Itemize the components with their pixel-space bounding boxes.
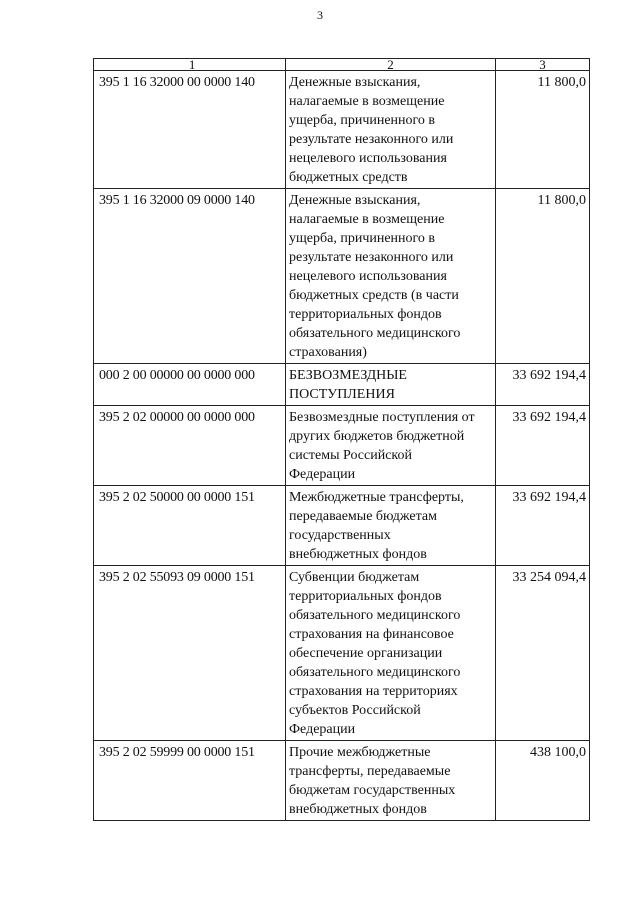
revenue-description-line: результате незаконного или xyxy=(289,132,454,147)
revenue-description-line: территориальных фондов xyxy=(289,307,442,322)
revenue-description-line: трансферты, передаваемые xyxy=(289,764,451,779)
amount-thousand-rubles: 11 800,0 xyxy=(496,189,590,364)
revenue-description-line: территориальных фондов xyxy=(289,589,442,604)
revenue-description-line: Межбюджетные трансферты, xyxy=(289,490,464,505)
column-number-header-row xyxy=(94,59,590,71)
revenue-description-line: ущерба, причиненного в xyxy=(289,231,436,246)
revenue-description xyxy=(286,406,496,486)
budget-classification-code: 395 2 02 50000 00 0000 151 xyxy=(94,486,286,566)
revenue-description xyxy=(286,486,496,566)
table-row xyxy=(94,566,590,741)
amount-thousand-rubles: 33 692 194,4 xyxy=(496,486,590,566)
budget-classification-code: 395 2 02 55093 09 0000 151 xyxy=(94,566,286,741)
revenue-description-line: обязательного медицинского xyxy=(289,608,461,623)
revenue-description xyxy=(286,364,496,406)
amount-thousand-rubles: 33 692 194,4 xyxy=(496,406,590,486)
revenue-description xyxy=(286,566,496,741)
revenue-description-line: налагаемые в возмещение xyxy=(289,94,445,109)
amount-thousand-rubles: 438 100,0 xyxy=(496,741,590,821)
revenue-description-line: других бюджетов бюджетной xyxy=(289,429,465,444)
revenue-description-line: страхования) xyxy=(289,345,367,360)
table-row xyxy=(94,486,590,566)
revenue-description-line: внебюджетных фондов xyxy=(289,547,427,562)
table-row xyxy=(94,741,590,821)
table-row xyxy=(94,364,590,406)
revenue-description-line: обязательного медицинского xyxy=(289,665,461,680)
revenue-description-line: обеспечение организации xyxy=(289,646,443,661)
budget-classification-code: 395 2 02 00000 00 0000 000 xyxy=(94,406,286,486)
revenue-description-line: бюджетных средств (в части xyxy=(289,288,459,303)
table-row xyxy=(94,71,590,189)
table-row xyxy=(94,189,590,364)
revenue-description-line: страхования на территориях xyxy=(289,684,458,699)
revenue-description-line: обязательного медицинского xyxy=(289,326,461,341)
amount-thousand-rubles: 33 692 194,4 xyxy=(496,364,590,406)
revenue-description-line: субъектов Российской xyxy=(289,703,421,718)
budget-classification-code: 000 2 00 00000 00 0000 000 xyxy=(94,364,286,406)
budget-classification-code: 395 1 16 32000 00 0000 140 xyxy=(94,71,286,189)
revenue-description-line: налагаемые в возмещение xyxy=(289,212,445,227)
budget-classification-code: 395 2 02 59999 00 0000 151 xyxy=(94,741,286,821)
budget-classification-code: 395 1 16 32000 09 0000 140 xyxy=(94,189,286,364)
revenue-description-line: Федерации xyxy=(289,467,356,482)
column-header-3: 3 xyxy=(496,59,590,71)
page-number: 3 xyxy=(317,8,323,22)
revenue-description xyxy=(286,741,496,821)
revenue-description-line: Прочие межбюджетные xyxy=(289,745,431,760)
revenue-description-line: системы Российской xyxy=(289,448,413,463)
revenue-description-line: Субвенции бюджетам xyxy=(289,570,420,585)
revenue-description-line: Федерации xyxy=(289,722,356,737)
amount-thousand-rubles: 33 254 094,4 xyxy=(496,566,590,741)
revenue-description-line: нецелевого использования xyxy=(289,269,447,284)
revenue-description xyxy=(286,189,496,364)
revenue-description-line: Денежные взыскания, xyxy=(289,193,421,208)
revenue-description-line: страхования на финансовое xyxy=(289,627,454,642)
revenue-description-line: бюджетных средств xyxy=(289,170,408,185)
revenue-description-line: БЕЗВОЗМЕЗДНЫЕ xyxy=(289,368,407,383)
revenue-description-line: государственных xyxy=(289,528,391,543)
revenue-description-line: передаваемые бюджетам xyxy=(289,509,437,524)
revenue-description-line: нецелевого использования xyxy=(289,151,447,166)
revenue-description-line: ущерба, причиненного в xyxy=(289,113,436,128)
column-header-1: 1 xyxy=(94,59,286,71)
revenue-description-line: бюджетам государственных xyxy=(289,783,456,798)
revenue-description xyxy=(286,71,496,189)
revenue-description-line: результате незаконного или xyxy=(289,250,454,265)
amount-thousand-rubles: 11 800,0 xyxy=(496,71,590,189)
column-header-2: 2 xyxy=(286,59,496,71)
budget-revenue-table xyxy=(93,58,590,821)
table-row xyxy=(94,406,590,486)
revenue-description-line: Безвозмездные поступления от xyxy=(289,410,475,425)
revenue-description-line: ПОСТУПЛЕНИЯ xyxy=(289,387,395,402)
revenue-description-line: внебюджетных фондов xyxy=(289,802,427,817)
revenue-description-line: Денежные взыскания, xyxy=(289,75,421,90)
